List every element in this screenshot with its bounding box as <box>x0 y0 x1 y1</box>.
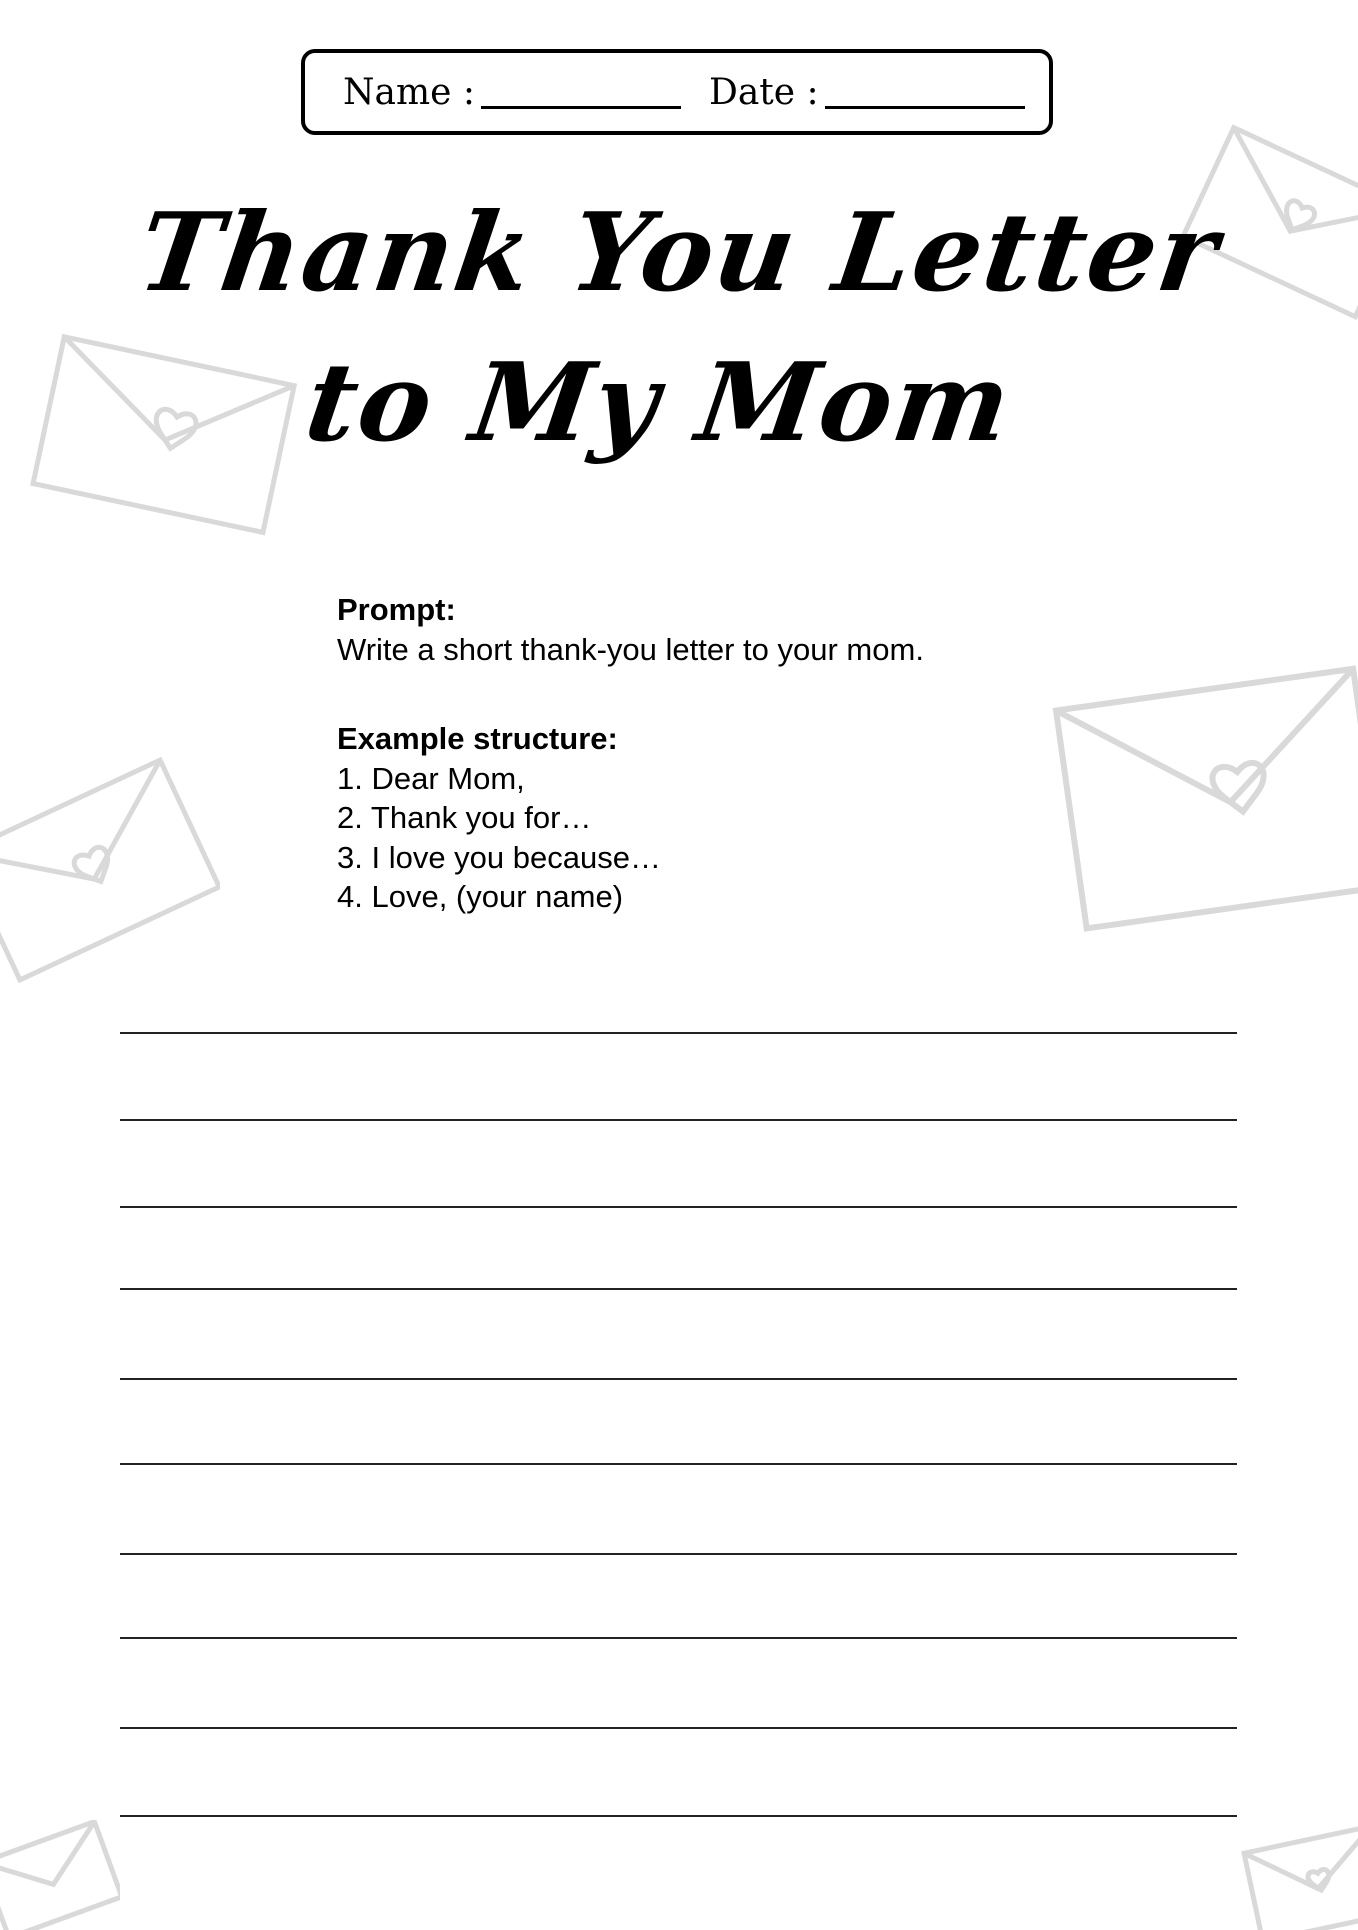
name-label: Name : <box>343 71 475 113</box>
writing-line[interactable] <box>120 1032 1237 1034</box>
writing-line[interactable] <box>120 1378 1237 1380</box>
prompt-text: Write a short thank-you letter to your mom. <box>337 631 924 667</box>
writing-line[interactable] <box>120 1119 1237 1121</box>
writing-line[interactable] <box>120 1463 1237 1465</box>
name-field[interactable] <box>481 76 681 109</box>
example-item: 2. Thank you for… <box>337 800 592 835</box>
writing-line[interactable] <box>120 1288 1237 1290</box>
writing-line[interactable] <box>120 1206 1237 1208</box>
writing-line[interactable] <box>120 1815 1237 1817</box>
writing-line[interactable] <box>120 1553 1237 1555</box>
name-date-box <box>301 49 1053 135</box>
prompt-heading: Prompt: <box>337 592 456 627</box>
page-title-line-1: Thank You Letter <box>131 190 1227 316</box>
example-item: 3. I love you because… <box>337 839 661 875</box>
example-item: 1. Dear Mom, <box>337 760 525 796</box>
example-item: 4. Love, (your name) <box>337 879 624 914</box>
example-heading: Example structure: <box>337 721 618 756</box>
envelope-heart-icon <box>1240 1820 1358 1930</box>
writing-line[interactable] <box>120 1637 1237 1639</box>
envelope-heart-icon <box>0 740 220 1000</box>
date-field[interactable] <box>825 76 1025 109</box>
page-title-line-2: to My Mom <box>298 340 1020 466</box>
date-label: Date : <box>708 71 819 113</box>
instructions <box>337 590 924 917</box>
envelope-heart-icon <box>1040 640 1358 960</box>
writing-line[interactable] <box>120 1727 1237 1729</box>
envelope-heart-icon <box>0 1820 120 1930</box>
